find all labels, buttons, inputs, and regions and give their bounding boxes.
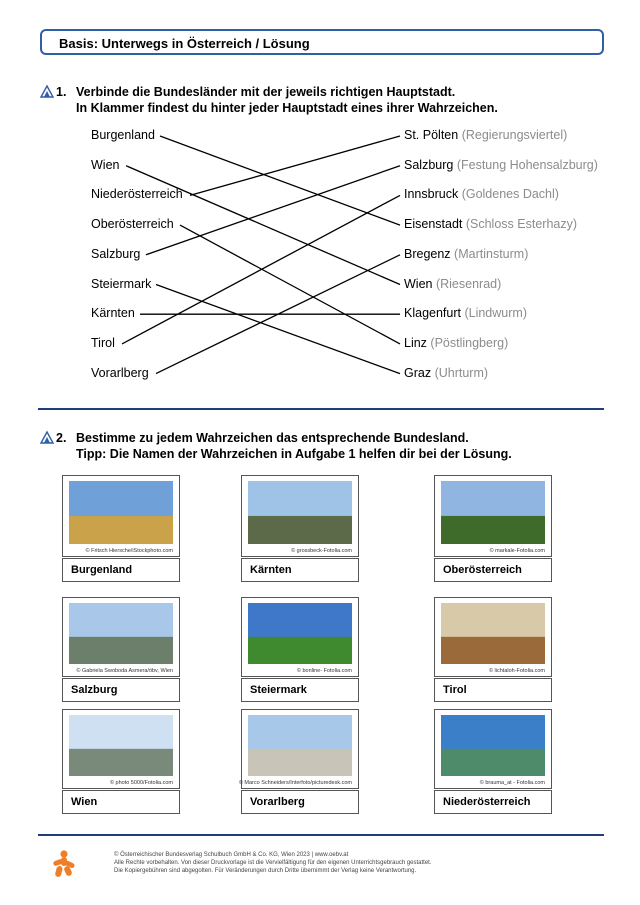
task-2-number: 2. <box>56 431 67 445</box>
landmark-hint: (Regierungsviertel) <box>461 128 568 142</box>
landmark-hint: (Goldenes Dachl) <box>461 187 559 202</box>
city-name: Innsbruck <box>404 187 459 202</box>
landmark-photo <box>241 597 359 677</box>
answer-box: Burgenland <box>62 558 180 582</box>
landmark-hint: (Uhrturm) <box>434 365 489 380</box>
photo-credit: © photo 5000/Fotolia.com <box>109 780 173 786</box>
photo-image <box>69 603 173 664</box>
landmark-photo <box>62 475 180 557</box>
task-1-number: 1. <box>56 85 67 99</box>
photo-credit: © grossbeck-Fotolia.com <box>291 548 352 554</box>
connection-line <box>180 225 400 344</box>
landmark-hint: (Schloss Esterhazy) <box>465 217 578 232</box>
landmark-photo <box>434 475 552 557</box>
bundesland-item: Salzburg <box>91 246 141 261</box>
copyright-notice <box>114 851 432 875</box>
bundesland-item: Steiermark <box>91 276 152 291</box>
bundesland-item: Kärnten <box>91 306 135 321</box>
city-name: Linz <box>404 335 427 350</box>
photo-image <box>248 603 352 664</box>
bundesland-item: Wien <box>91 157 120 172</box>
photo-image <box>248 481 352 544</box>
landmark-hint: (Pöstlingberg) <box>430 335 509 350</box>
copyright-line-1: © Österreichischer Bundesverlag Schulbuch GmbH & Co. KG, Wien 2023 | www.oebv.at <box>114 852 349 858</box>
answer-box: Oberösterreich <box>434 558 552 582</box>
landmark-hint: (Riesenrad) <box>435 276 502 291</box>
landmark-hint: (Lindwurm) <box>464 306 527 321</box>
connection-lines <box>0 0 640 400</box>
answer-box: Tirol <box>434 678 552 702</box>
photo-image <box>441 715 545 776</box>
photo-credit: © lichtaloh-Fotolia.com <box>488 668 545 674</box>
answer-box: Steiermark <box>241 678 359 702</box>
city-name: Klagenfurt <box>404 306 461 321</box>
publisher-logo-icon <box>52 850 76 878</box>
answer-box: Niederösterreich <box>434 790 552 814</box>
answer-box: Kärnten <box>241 558 359 582</box>
landmark-photo <box>434 597 552 677</box>
copyright-line-3: Die Kopiergebühren sind abgegolten. Für Veränderungen durch Dritte übernimmt der Verlag keine Verantwortung. <box>114 868 417 874</box>
photo-image <box>441 481 545 544</box>
photo-credit: © Fritsch Hiersche/iStockphoto.com <box>85 548 173 554</box>
answer-box: Vorarlberg <box>241 790 359 814</box>
photo-image <box>69 481 173 544</box>
bundesland-item: Vorarlberg <box>91 365 149 380</box>
landmark-hint: (Festung Hohensalzburg) <box>456 157 598 172</box>
task-1-instruction: Verbinde die Bundesländer mit der jeweils richtigen Hauptstadt. <box>76 85 456 99</box>
bundesland-item: Tirol <box>91 335 115 350</box>
section-divider <box>38 408 604 410</box>
photo-credit: © markale-Fotolia.com <box>489 548 545 554</box>
landmark-photo <box>434 709 552 789</box>
connection-line <box>126 166 400 285</box>
city-name: Salzburg <box>404 157 454 172</box>
photo-credit: © bonline- Fotolia.com <box>296 668 352 674</box>
copyright-line-2: Alle Rechte vorbehalten. Von dieser Druckvorlage ist die Vervielfältigung für den eigenen Unterrichtsgebrauch gestattet. <box>114 860 432 866</box>
photo-image <box>441 603 545 664</box>
city-name: Wien <box>404 276 433 291</box>
city-name: Graz <box>404 365 432 380</box>
photo-credit: © Gabriela Swoboda Asmera/öbv, Wien <box>76 668 173 674</box>
footer-divider <box>38 834 604 836</box>
task-1-hint: In Klammer findest du hinter jeder Hauptstadt eines ihrer Wahrzeichen. <box>76 101 498 115</box>
connection-line <box>156 285 400 374</box>
mountain-icon <box>40 430 54 444</box>
city-name: St. Pölten <box>404 128 459 142</box>
landmark-photo <box>62 597 180 677</box>
landmark-photo <box>241 475 359 557</box>
photo-image <box>69 715 173 776</box>
connection-line <box>160 136 400 225</box>
answer-box: Wien <box>62 790 180 814</box>
bundesland-item: Oberösterreich <box>91 217 174 232</box>
landmark-photo <box>62 709 180 789</box>
photo-credit: © Marco Schneiders/Interfoto/picturedesk.com <box>238 780 352 786</box>
task-2-instruction: Bestimme zu jedem Wahrzeichen das entsprechende Bundesland. <box>76 431 469 445</box>
answer-box: Salzburg <box>62 678 180 702</box>
page-title: Basis: Unterwegs in Österreich / Lösung <box>59 36 310 51</box>
photo-image <box>248 715 352 776</box>
photo-credit: © brauma_at - Fotolia.com <box>479 780 545 786</box>
bundesland-item: Niederösterreich <box>91 187 183 202</box>
bundesland-item: Burgenland <box>91 128 155 142</box>
connection-line <box>146 166 400 255</box>
landmark-photo <box>238 709 359 789</box>
city-name: Bregenz <box>404 246 451 261</box>
landmark-hint: (Martinsturm) <box>454 246 529 261</box>
city-name: Eisenstadt <box>404 217 463 232</box>
task-2-hint: Tipp: Die Namen der Wahrzeichen in Aufgabe 1 helfen dir bei der Lösung. <box>76 447 512 461</box>
